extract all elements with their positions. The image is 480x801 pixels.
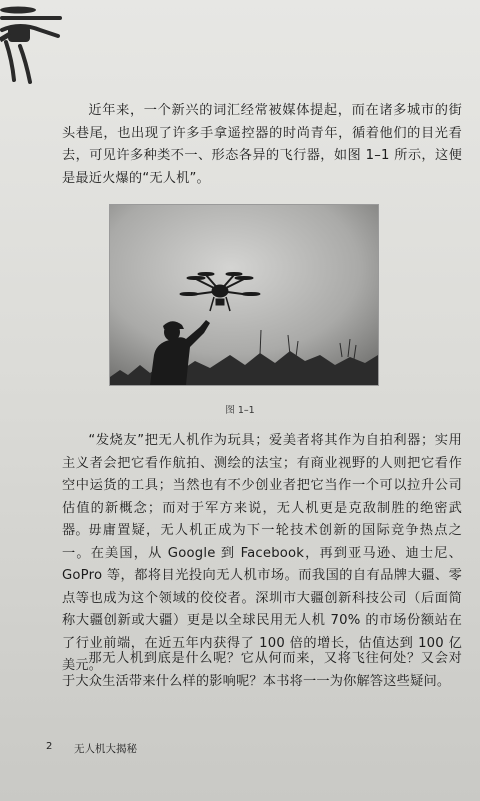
body-paragraph-users: “发烧友”把无人机作为玩具；爱美者将其作为自拍利器；实用主义者会把它看作航拍、测绘的法宝；有商业视野的人则把它看作空中运货的工具；当然也有不少创业者把它当作一个可以拉升公司估值的新概念；而对于军方来说，无人机更是克敌制胜的绝密武器。 (62, 433, 462, 538)
running-footer-title: 无人机大揭秘 (74, 743, 137, 755)
drone-photo (110, 205, 378, 385)
page-number: 2 (46, 741, 53, 752)
drone-photo-figure (110, 205, 378, 385)
body-paragraph-market: 毋庸置疑，无人机正成为下一轮技术创新的国际竞争热点之一。在美国，从 Google 到 Facebook，再到亚马逊、迪士尼、GoPro 等，都将目光投向无人机市场。而我国的自有品牌大疆、零点等也成为这个领域的佼佼者。深圳市大疆创新科技公司（后面简称大疆创新或大疆）更是以全球民用无人机 70% 的市场份额站在了行业前端，在近五年内获得了 100 倍的增长，估值达到 100 亿美元。 (62, 523, 462, 673)
intro-paragraph: 近年来，一个新兴的词汇经常被媒体提起，而在诸多城市的街头巷尾，也出现了许多手拿遥控器的时尚青年，循着他们的目光看去，可见许多种类不一、形态各异的飞行器，如图 1–1 所示，这便是最近火爆的“无人机”。 (62, 103, 462, 186)
drone-corner-icon (0, 0, 70, 95)
figure-caption: 图 1–1 (225, 405, 255, 416)
body-paragraph-questions: 那无人机到底是什么呢？它从何而来，又将飞往何处？又会对于大众生活带来什么样的影响呢？本书将一一为你解答这些疑问。 (62, 651, 462, 689)
